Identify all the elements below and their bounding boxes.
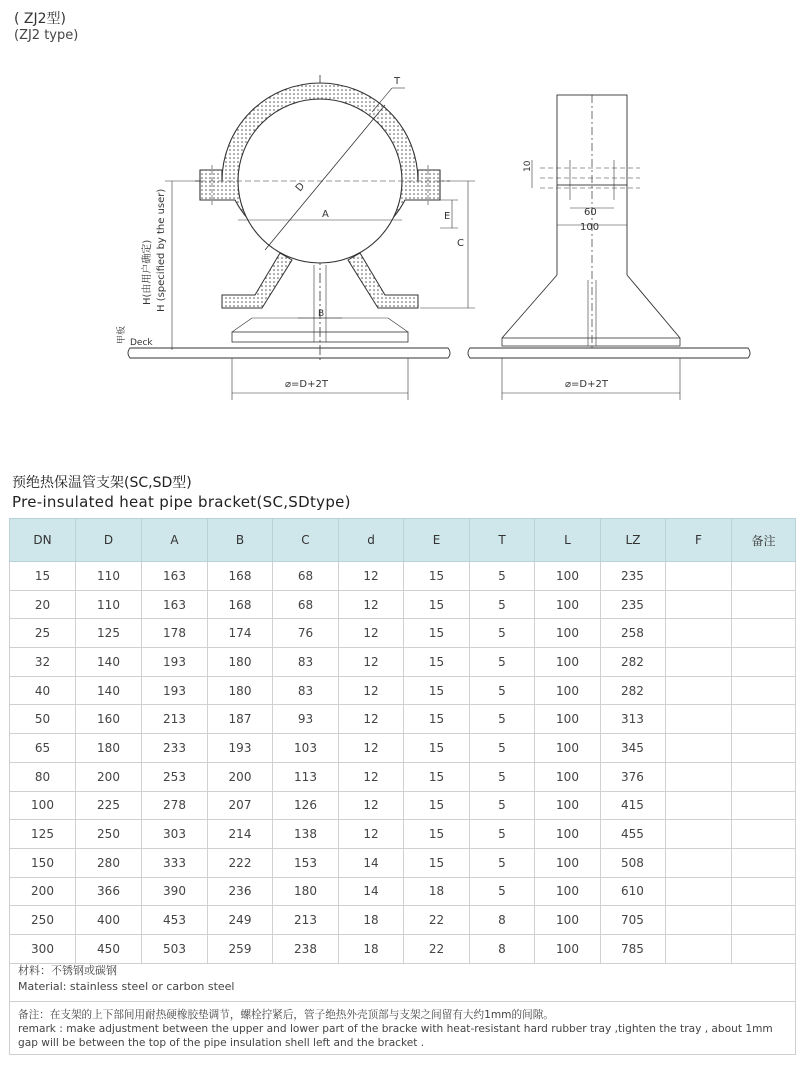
table-cell: 15 (404, 619, 470, 648)
drawing-title-en: (ZJ2 type) (14, 28, 79, 43)
table-cell (732, 877, 796, 906)
remark-en: remark : make adjustment between the upper and lower part of the bracke with heat-resistant hard rubber tray ,tighten the tray , about 1mm gap will be between the top of the pipe insulation shell left and the bracket . (18, 1023, 773, 1049)
table-cell: 100 (535, 848, 601, 877)
table-cell: 150 (10, 848, 76, 877)
table-row (10, 762, 796, 791)
table-cell: 400 (76, 906, 142, 935)
table-cell (666, 820, 732, 849)
table-cell: 8 (470, 906, 535, 935)
column-header: A (142, 519, 208, 562)
table-cell: 15 (404, 791, 470, 820)
table-cell: 163 (142, 562, 208, 591)
table-cell: 8 (470, 934, 535, 963)
table-cell: 25 (10, 619, 76, 648)
table-cell: 278 (142, 791, 208, 820)
table-cell: 14 (339, 877, 404, 906)
table-cell (732, 705, 796, 734)
remark-cn: 备注：在支架的上下部间用耐热硬橡胶垫调节，螺栓拧紧后，管子绝热外壳顶部与支架之间留有大约1mm的间隙。 (18, 1009, 554, 1021)
table-cell: 15 (404, 848, 470, 877)
spec-table (9, 518, 796, 964)
table-cell: 18 (339, 934, 404, 963)
table-cell: 103 (273, 734, 339, 763)
material-en: Material: stainless steel or carbon steel (18, 980, 235, 993)
table-cell: 180 (208, 648, 273, 677)
table-cell: 508 (601, 848, 666, 877)
table-cell: 250 (10, 906, 76, 935)
table-cell (666, 648, 732, 677)
table-cell (666, 705, 732, 734)
column-header: T (470, 519, 535, 562)
table-cell: 100 (535, 562, 601, 591)
table-cell: 214 (208, 820, 273, 849)
table-cell: 110 (76, 562, 142, 591)
table-cell: 333 (142, 848, 208, 877)
table-cell: 22 (404, 906, 470, 935)
table-row (10, 705, 796, 734)
table-cell: 100 (535, 877, 601, 906)
table-cell: 200 (76, 762, 142, 791)
table-cell: 415 (601, 791, 666, 820)
label-phi-right: ⌀=D+2T (565, 379, 608, 390)
table-row (10, 906, 796, 935)
table-cell: 303 (142, 820, 208, 849)
table-row (10, 791, 796, 820)
label-phi-left: ⌀=D+2T (285, 379, 328, 390)
table-cell: 705 (601, 906, 666, 935)
table-cell: 83 (273, 648, 339, 677)
table-cell: 5 (470, 877, 535, 906)
table-cell: 345 (601, 734, 666, 763)
table-cell: 313 (601, 705, 666, 734)
column-header: F (666, 519, 732, 562)
table-row (10, 619, 796, 648)
table-cell: 40 (10, 676, 76, 705)
side-view (468, 95, 750, 400)
table-cell: 14 (339, 848, 404, 877)
label-C: C (457, 238, 464, 249)
label-deck-en: Deck (130, 338, 153, 348)
label-H-cn: H(由用户确定) (142, 239, 153, 305)
table-cell: 5 (470, 562, 535, 591)
table-cell: 503 (142, 934, 208, 963)
table-cell: 180 (208, 676, 273, 705)
table-cell: 213 (142, 705, 208, 734)
table-cell: 68 (273, 590, 339, 619)
table-cell: 253 (142, 762, 208, 791)
table-cell (732, 848, 796, 877)
table-cell: 100 (535, 734, 601, 763)
section-title-cn: 预绝热保温管支架(SC,SD型) (12, 475, 192, 491)
table-cell: 300 (10, 934, 76, 963)
table-cell: 113 (273, 762, 339, 791)
table-cell: 238 (273, 934, 339, 963)
table-cell: 138 (273, 820, 339, 849)
table-cell: 100 (10, 791, 76, 820)
label-10: 10 (523, 160, 533, 172)
table-cell: 12 (339, 676, 404, 705)
table-cell: 15 (404, 705, 470, 734)
column-header: E (404, 519, 470, 562)
table-cell: 15 (404, 590, 470, 619)
table-cell: 100 (535, 906, 601, 935)
table-cell: 15 (404, 762, 470, 791)
table-cell (732, 791, 796, 820)
table-row (10, 590, 796, 619)
table-cell: 15 (404, 562, 470, 591)
notes-box (9, 959, 796, 1055)
column-header: D (76, 519, 142, 562)
table-cell: 12 (339, 648, 404, 677)
table-cell: 193 (142, 676, 208, 705)
table-cell: 236 (208, 877, 273, 906)
table-cell: 32 (10, 648, 76, 677)
table-cell: 12 (339, 762, 404, 791)
table-cell: 12 (339, 791, 404, 820)
table-row (10, 648, 796, 677)
material-note (10, 959, 795, 1002)
table-cell: 80 (10, 762, 76, 791)
table-cell: 187 (208, 705, 273, 734)
table-cell: 282 (601, 648, 666, 677)
column-header: LZ (601, 519, 666, 562)
label-E: E (444, 211, 451, 222)
table-cell: 18 (404, 877, 470, 906)
table-cell (666, 762, 732, 791)
table-cell: 18 (339, 906, 404, 935)
table-cell: 193 (142, 648, 208, 677)
table-cell (666, 906, 732, 935)
table-cell: 235 (601, 562, 666, 591)
table-cell: 126 (273, 791, 339, 820)
section-title-en: Pre-insulated heat pipe bracket(SC,SDtype) (12, 493, 351, 511)
table-cell: 100 (535, 619, 601, 648)
table-cell (732, 590, 796, 619)
table-cell: 100 (535, 762, 601, 791)
label-T: T (394, 76, 401, 87)
table-cell: 222 (208, 848, 273, 877)
table-cell: 225 (76, 791, 142, 820)
label-deck-cn: 甲板 (117, 325, 127, 344)
table-row (10, 820, 796, 849)
table-cell: 235 (601, 590, 666, 619)
table-cell: 100 (535, 590, 601, 619)
table-cell: 93 (273, 705, 339, 734)
table-cell (666, 676, 732, 705)
table-row (10, 877, 796, 906)
table-cell: 450 (76, 934, 142, 963)
label-60: 60 (584, 207, 597, 218)
table-cell: 250 (76, 820, 142, 849)
table-cell (666, 877, 732, 906)
column-header: C (273, 519, 339, 562)
table-cell: 233 (142, 734, 208, 763)
table-cell: 100 (535, 820, 601, 849)
table-cell: 153 (273, 848, 339, 877)
table-cell (732, 906, 796, 935)
table-cell: 12 (339, 590, 404, 619)
table-cell: 12 (339, 820, 404, 849)
table-cell: 180 (76, 734, 142, 763)
table-cell: 259 (208, 934, 273, 963)
label-100: 100 (580, 222, 600, 233)
table-row (10, 676, 796, 705)
table-cell: 68 (273, 562, 339, 591)
column-header: 备注 (732, 519, 796, 562)
label-H-en: H (specified by the user) (156, 188, 167, 312)
column-header: B (208, 519, 273, 562)
table-cell: 15 (404, 676, 470, 705)
table-cell: 100 (535, 934, 601, 963)
table-cell: 453 (142, 906, 208, 935)
table-cell: 455 (601, 820, 666, 849)
table-cell (732, 676, 796, 705)
table-row (10, 562, 796, 591)
table-cell: 200 (208, 762, 273, 791)
table-cell: 5 (470, 791, 535, 820)
table-cell: 140 (76, 676, 142, 705)
table-cell (666, 848, 732, 877)
material-cn: 材料：不锈钢或碳钢 (18, 964, 117, 977)
table-cell: 376 (601, 762, 666, 791)
table-cell (732, 762, 796, 791)
table-cell: 15 (404, 734, 470, 763)
table-cell: 282 (601, 676, 666, 705)
table-cell: 100 (535, 648, 601, 677)
table-cell (666, 562, 732, 591)
table-cell: 160 (76, 705, 142, 734)
table-cell: 249 (208, 906, 273, 935)
table-cell (732, 562, 796, 591)
table-cell: 12 (339, 562, 404, 591)
table-cell: 163 (142, 590, 208, 619)
table-cell: 258 (601, 619, 666, 648)
table-cell: 22 (404, 934, 470, 963)
table-cell: 193 (208, 734, 273, 763)
column-header: L (535, 519, 601, 562)
technical-drawing (0, 60, 800, 410)
table-cell: 180 (273, 877, 339, 906)
table-cell: 5 (470, 676, 535, 705)
table-cell (666, 791, 732, 820)
table-cell: 168 (208, 562, 273, 591)
table-cell: 15 (10, 562, 76, 591)
table-cell: 76 (273, 619, 339, 648)
table-cell: 100 (535, 791, 601, 820)
table-cell: 110 (76, 590, 142, 619)
table-cell (732, 820, 796, 849)
column-header: DN (10, 519, 76, 562)
table-cell: 20 (10, 590, 76, 619)
table-cell: 83 (273, 676, 339, 705)
front-view (128, 75, 475, 400)
table-cell: 12 (339, 734, 404, 763)
table-cell: 5 (470, 762, 535, 791)
table-cell: 15 (404, 648, 470, 677)
table-cell (732, 734, 796, 763)
table-cell: 280 (76, 848, 142, 877)
table-cell: 610 (601, 877, 666, 906)
drawing-title-cn: ( ZJ2型) (14, 11, 67, 27)
table-cell: 140 (76, 648, 142, 677)
column-header: d (339, 519, 404, 562)
table-cell: 100 (535, 676, 601, 705)
table-cell: 213 (273, 906, 339, 935)
label-A: A (322, 209, 329, 220)
table-cell (666, 590, 732, 619)
table-cell: 5 (470, 648, 535, 677)
table-cell: 5 (470, 820, 535, 849)
table-cell: 12 (339, 619, 404, 648)
table-cell: 5 (470, 705, 535, 734)
table-cell: 168 (208, 590, 273, 619)
table-cell: 5 (470, 848, 535, 877)
table-cell: 178 (142, 619, 208, 648)
table-cell: 390 (142, 877, 208, 906)
table-cell: 5 (470, 590, 535, 619)
table-cell (732, 648, 796, 677)
table-cell (666, 619, 732, 648)
label-D: D (293, 180, 308, 194)
label-B: B (318, 309, 325, 319)
table-cell: 207 (208, 791, 273, 820)
table-row (10, 734, 796, 763)
table-header-row (10, 519, 796, 562)
table-cell: 125 (10, 820, 76, 849)
table-cell: 5 (470, 734, 535, 763)
table-cell: 65 (10, 734, 76, 763)
table-cell: 5 (470, 619, 535, 648)
table-cell: 366 (76, 877, 142, 906)
table-cell: 100 (535, 705, 601, 734)
table-cell: 50 (10, 705, 76, 734)
table-cell: 12 (339, 705, 404, 734)
table-cell: 15 (404, 820, 470, 849)
table-cell: 125 (76, 619, 142, 648)
table-cell: 785 (601, 934, 666, 963)
remark-note (10, 1002, 795, 1054)
table-cell: 174 (208, 619, 273, 648)
table-cell (666, 734, 732, 763)
table-row (10, 848, 796, 877)
table-cell (732, 619, 796, 648)
table-cell: 200 (10, 877, 76, 906)
